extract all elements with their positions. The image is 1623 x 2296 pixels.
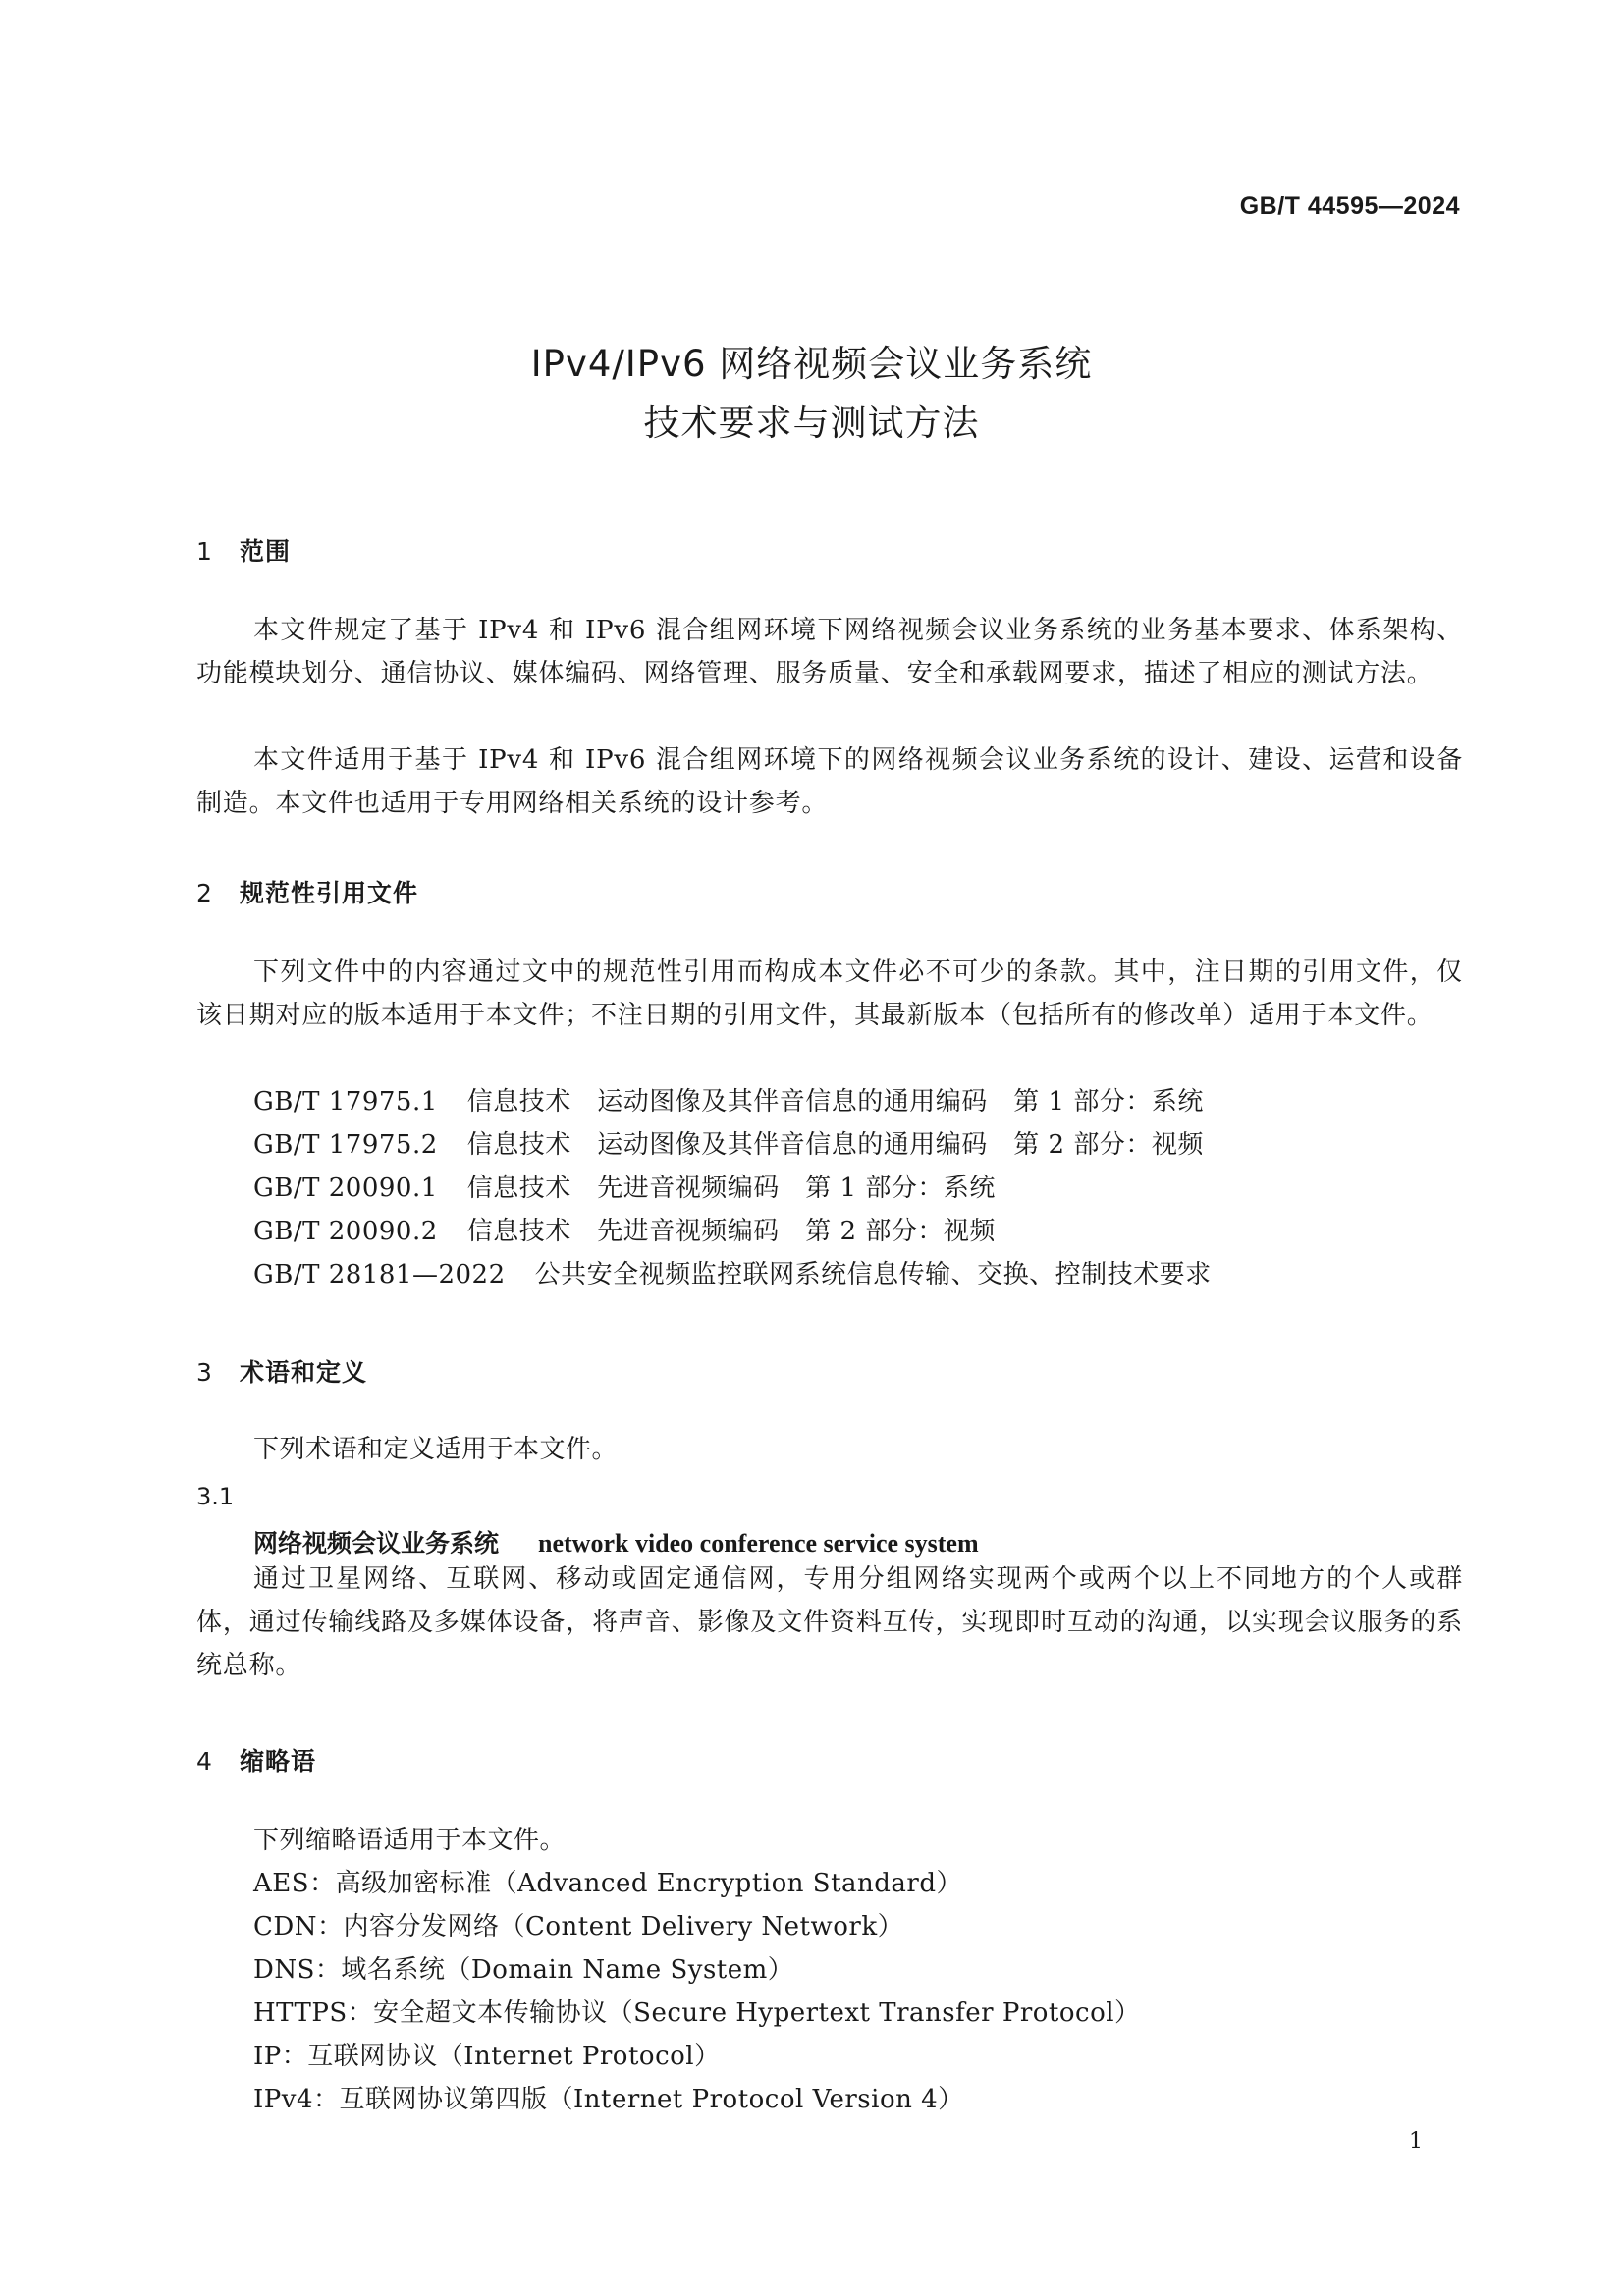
section-4-paragraph-1: 下列缩略语适用于本文件。 [253,1826,567,1855]
abbreviation-item: HTTPS：安全超文本传输协议（Secure Hypertext Transfer Protocol） [253,1998,1141,2028]
section-1-paragraph-2: 本文件适用于基于 IPv4 和 IPv6 混合组网环境下的网络视频会议业务系统的设计、建设、运营和设备制造。本文件也适用于专用网络相关系统的设计参考。 [196,745,1463,818]
section-4-number: 4 [196,1747,213,1776]
abbreviation-item: DNS：域名系统（Domain Name System） [253,1955,794,1985]
standard-number: GB/T 44595—2024 [1239,192,1460,220]
reference-code: GB/T 28181—2022 [253,1260,506,1289]
section-1-title: 范围 [240,537,292,566]
reference-title: 信息技术 先进音视频编码 第 1 部分：系统 [466,1174,996,1203]
section-2-number: 2 [196,879,213,907]
reference-code: GB/T 17975.1 [253,1087,438,1117]
section-4-heading [196,1742,316,1777]
reference-item [253,1253,1212,1296]
reference-item [253,1210,996,1253]
section-3-number: 3 [196,1358,213,1387]
section-1-heading [196,532,291,568]
term-english: network video conference service system [538,1529,979,1558]
page-number: 1 [1409,2129,1423,2154]
reference-item [253,1080,1204,1123]
document-title-line-1: IPv4/IPv6 网络视频会议业务系统 [530,343,1093,385]
reference-title: 信息技术 先进音视频编码 第 2 部分：视频 [466,1217,996,1246]
section-1-number: 1 [196,537,213,566]
section-2-paragraph-1: 下列文件中的内容通过文中的规范性引用而构成本文件必不可少的条款。其中，注日期的引用文件，仅该日期对应的版本适用于本文件；不注日期的引用文件，其最新版本（包括所有的修改单）适用于本文件。 [196,957,1463,1030]
reference-code: GB/T 20090.2 [253,1217,438,1246]
reference-item [253,1167,996,1210]
term-entry [253,1524,979,1559]
reference-title: 公共安全视频监控联网系统信息传输、交换、控制技术要求 [534,1260,1212,1289]
abbreviation-item: IP：互联网协议（Internet Protocol） [253,2042,721,2071]
section-3-paragraph-1: 下列术语和定义适用于本文件。 [253,1435,619,1464]
document-title-line-2: 技术要求与测试方法 [643,402,980,444]
section-1-paragraph-1: 本文件规定了基于 IPv4 和 IPv6 混合组网环境下网络视频会议业务系统的业务基本要求、体系架构、功能模块划分、通信协议、媒体编码、网络管理、服务质量、安全和承载网要求，描述了相应的测试方法。 [196,616,1463,688]
abbreviation-item: AES：高级加密标准（Advanced Encryption Standard） [253,1869,962,1898]
subsection-3-1-number: 3.1 [196,1483,235,1510]
reference-code: GB/T 20090.1 [253,1174,438,1203]
reference-title: 信息技术 运动图像及其伴音信息的通用编码 第 1 部分：系统 [466,1087,1204,1117]
section-4-title: 缩略语 [240,1747,317,1776]
abbreviation-item: CDN：内容分发网络（Content Delivery Network） [253,1912,904,1941]
section-3-title: 术语和定义 [240,1358,368,1387]
term-chinese: 网络视频会议业务系统 [253,1529,500,1558]
reference-title: 信息技术 运动图像及其伴音信息的通用编码 第 2 部分：视频 [466,1130,1204,1160]
section-3-heading [196,1353,367,1389]
abbreviation-item: IPv4：互联网协议第四版（Internet Protocol Version 4） [253,2085,964,2114]
reference-item [253,1123,1204,1167]
term-definition: 通过卫星网络、互联网、移动或固定通信网，专用分组网络实现两个或两个以上不同地方的个人或群体，通过传输线路及多媒体设备，将声音、影像及文件资料互传，实现即时互动的沟通，以实现会议服务的系统总称。 [196,1564,1463,1680]
reference-code: GB/T 17975.2 [253,1130,438,1160]
section-2-title: 规范性引用文件 [240,879,419,907]
section-2-heading [196,874,418,909]
